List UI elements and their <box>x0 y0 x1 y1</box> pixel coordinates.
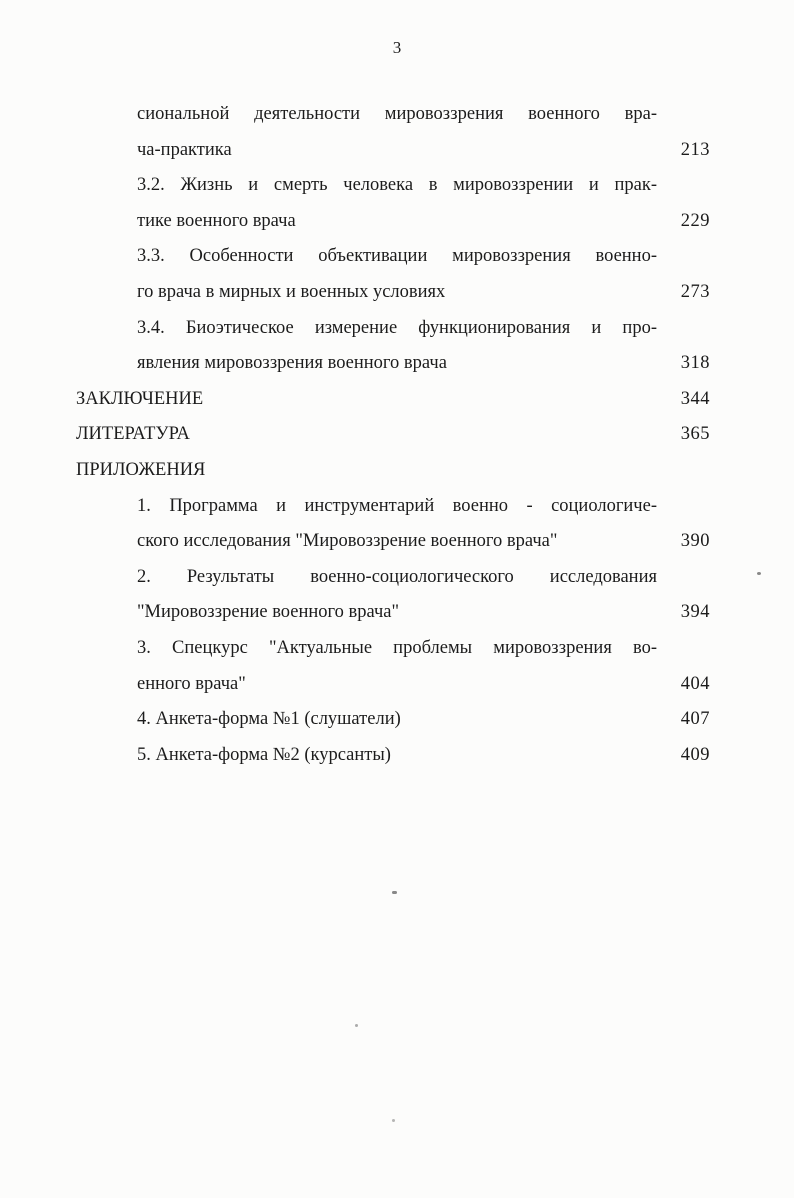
toc-row <box>76 97 710 133</box>
toc-entry-text: ского исследования "Мировоззрение военного врача" <box>137 531 558 552</box>
scan-speck <box>355 1024 358 1027</box>
toc-row <box>76 239 710 275</box>
toc-entry-text: 1. Программа и инструментарий военно - социологиче- <box>137 495 657 516</box>
toc-entry-text: го врача в мирных и военных условиях <box>137 281 446 302</box>
toc-entry-text: ЗАКЛЮЧЕНИЕ <box>76 388 204 409</box>
toc-row <box>76 204 710 240</box>
toc-row <box>76 738 710 774</box>
toc-entry-text: енного врача" <box>137 673 246 694</box>
toc-entry-text: 5. Анкета-форма №2 (курсанты) <box>137 744 391 765</box>
toc-row <box>76 595 710 631</box>
toc-page-ref: 365 <box>680 424 710 445</box>
toc-entry-text: 3. Спецкурс "Актуальные проблемы мировоззрения во- <box>137 637 657 658</box>
toc-entry-text: ча-практика <box>137 139 232 160</box>
toc-entry-text: явления мировоззрения военного врача <box>137 353 447 374</box>
toc-row <box>76 560 710 596</box>
toc-page-ref: 409 <box>680 744 710 765</box>
toc-entry-text: ПРИЛОЖЕНИЯ <box>76 459 206 480</box>
toc-entry-text: 4. Анкета-форма №1 (слушатели) <box>137 709 401 730</box>
toc-page-ref: 407 <box>680 709 710 730</box>
toc-page-ref: 390 <box>680 531 710 552</box>
toc-page-ref: 318 <box>680 353 710 374</box>
toc-page-ref: 213 <box>680 139 710 160</box>
toc-row <box>76 133 710 169</box>
toc-page-ref: 394 <box>680 602 710 623</box>
toc-entry-text: ЛИТЕРАТУРА <box>76 424 190 445</box>
toc-row <box>76 524 710 560</box>
toc-row <box>76 311 710 347</box>
toc-entry-text: 3.2. Жизнь и смерть человека в мировоззрении и прак- <box>137 175 657 196</box>
toc-row-appendices <box>76 453 710 489</box>
toc-row <box>76 275 710 311</box>
toc-entry-text: 3.3. Особенности объективации мировоззрения военно- <box>137 246 657 267</box>
toc-page-ref: 344 <box>680 388 710 409</box>
toc-entry-text: 2. Результаты военно-социологического исследования <box>137 566 657 587</box>
toc-row <box>76 346 710 382</box>
toc-row <box>76 667 710 703</box>
page-number: 3 <box>392 38 402 57</box>
toc-row <box>76 631 710 667</box>
toc-page-ref: 229 <box>680 210 710 231</box>
scan-speck <box>392 1119 395 1122</box>
scan-speck <box>757 572 761 575</box>
toc-entry-text: "Мировоззрение военного врача" <box>137 602 400 623</box>
toc-row-literature <box>76 417 710 453</box>
toc-row <box>76 168 710 204</box>
toc-entry-text: сиональной деятельности мировоззрения военного вра- <box>137 104 657 124</box>
toc-row <box>76 702 710 738</box>
toc-entry-text: 3.4. Биоэтическое измерение функционирования и про- <box>137 317 657 338</box>
toc-page-ref: 404 <box>680 673 710 694</box>
toc-row <box>76 489 710 525</box>
scan-speck <box>392 891 397 894</box>
table-of-contents <box>76 97 710 773</box>
toc-row-conclusion <box>76 382 710 418</box>
toc-entry-text: тике военного врача <box>137 210 296 231</box>
toc-page-ref: 273 <box>680 281 710 302</box>
